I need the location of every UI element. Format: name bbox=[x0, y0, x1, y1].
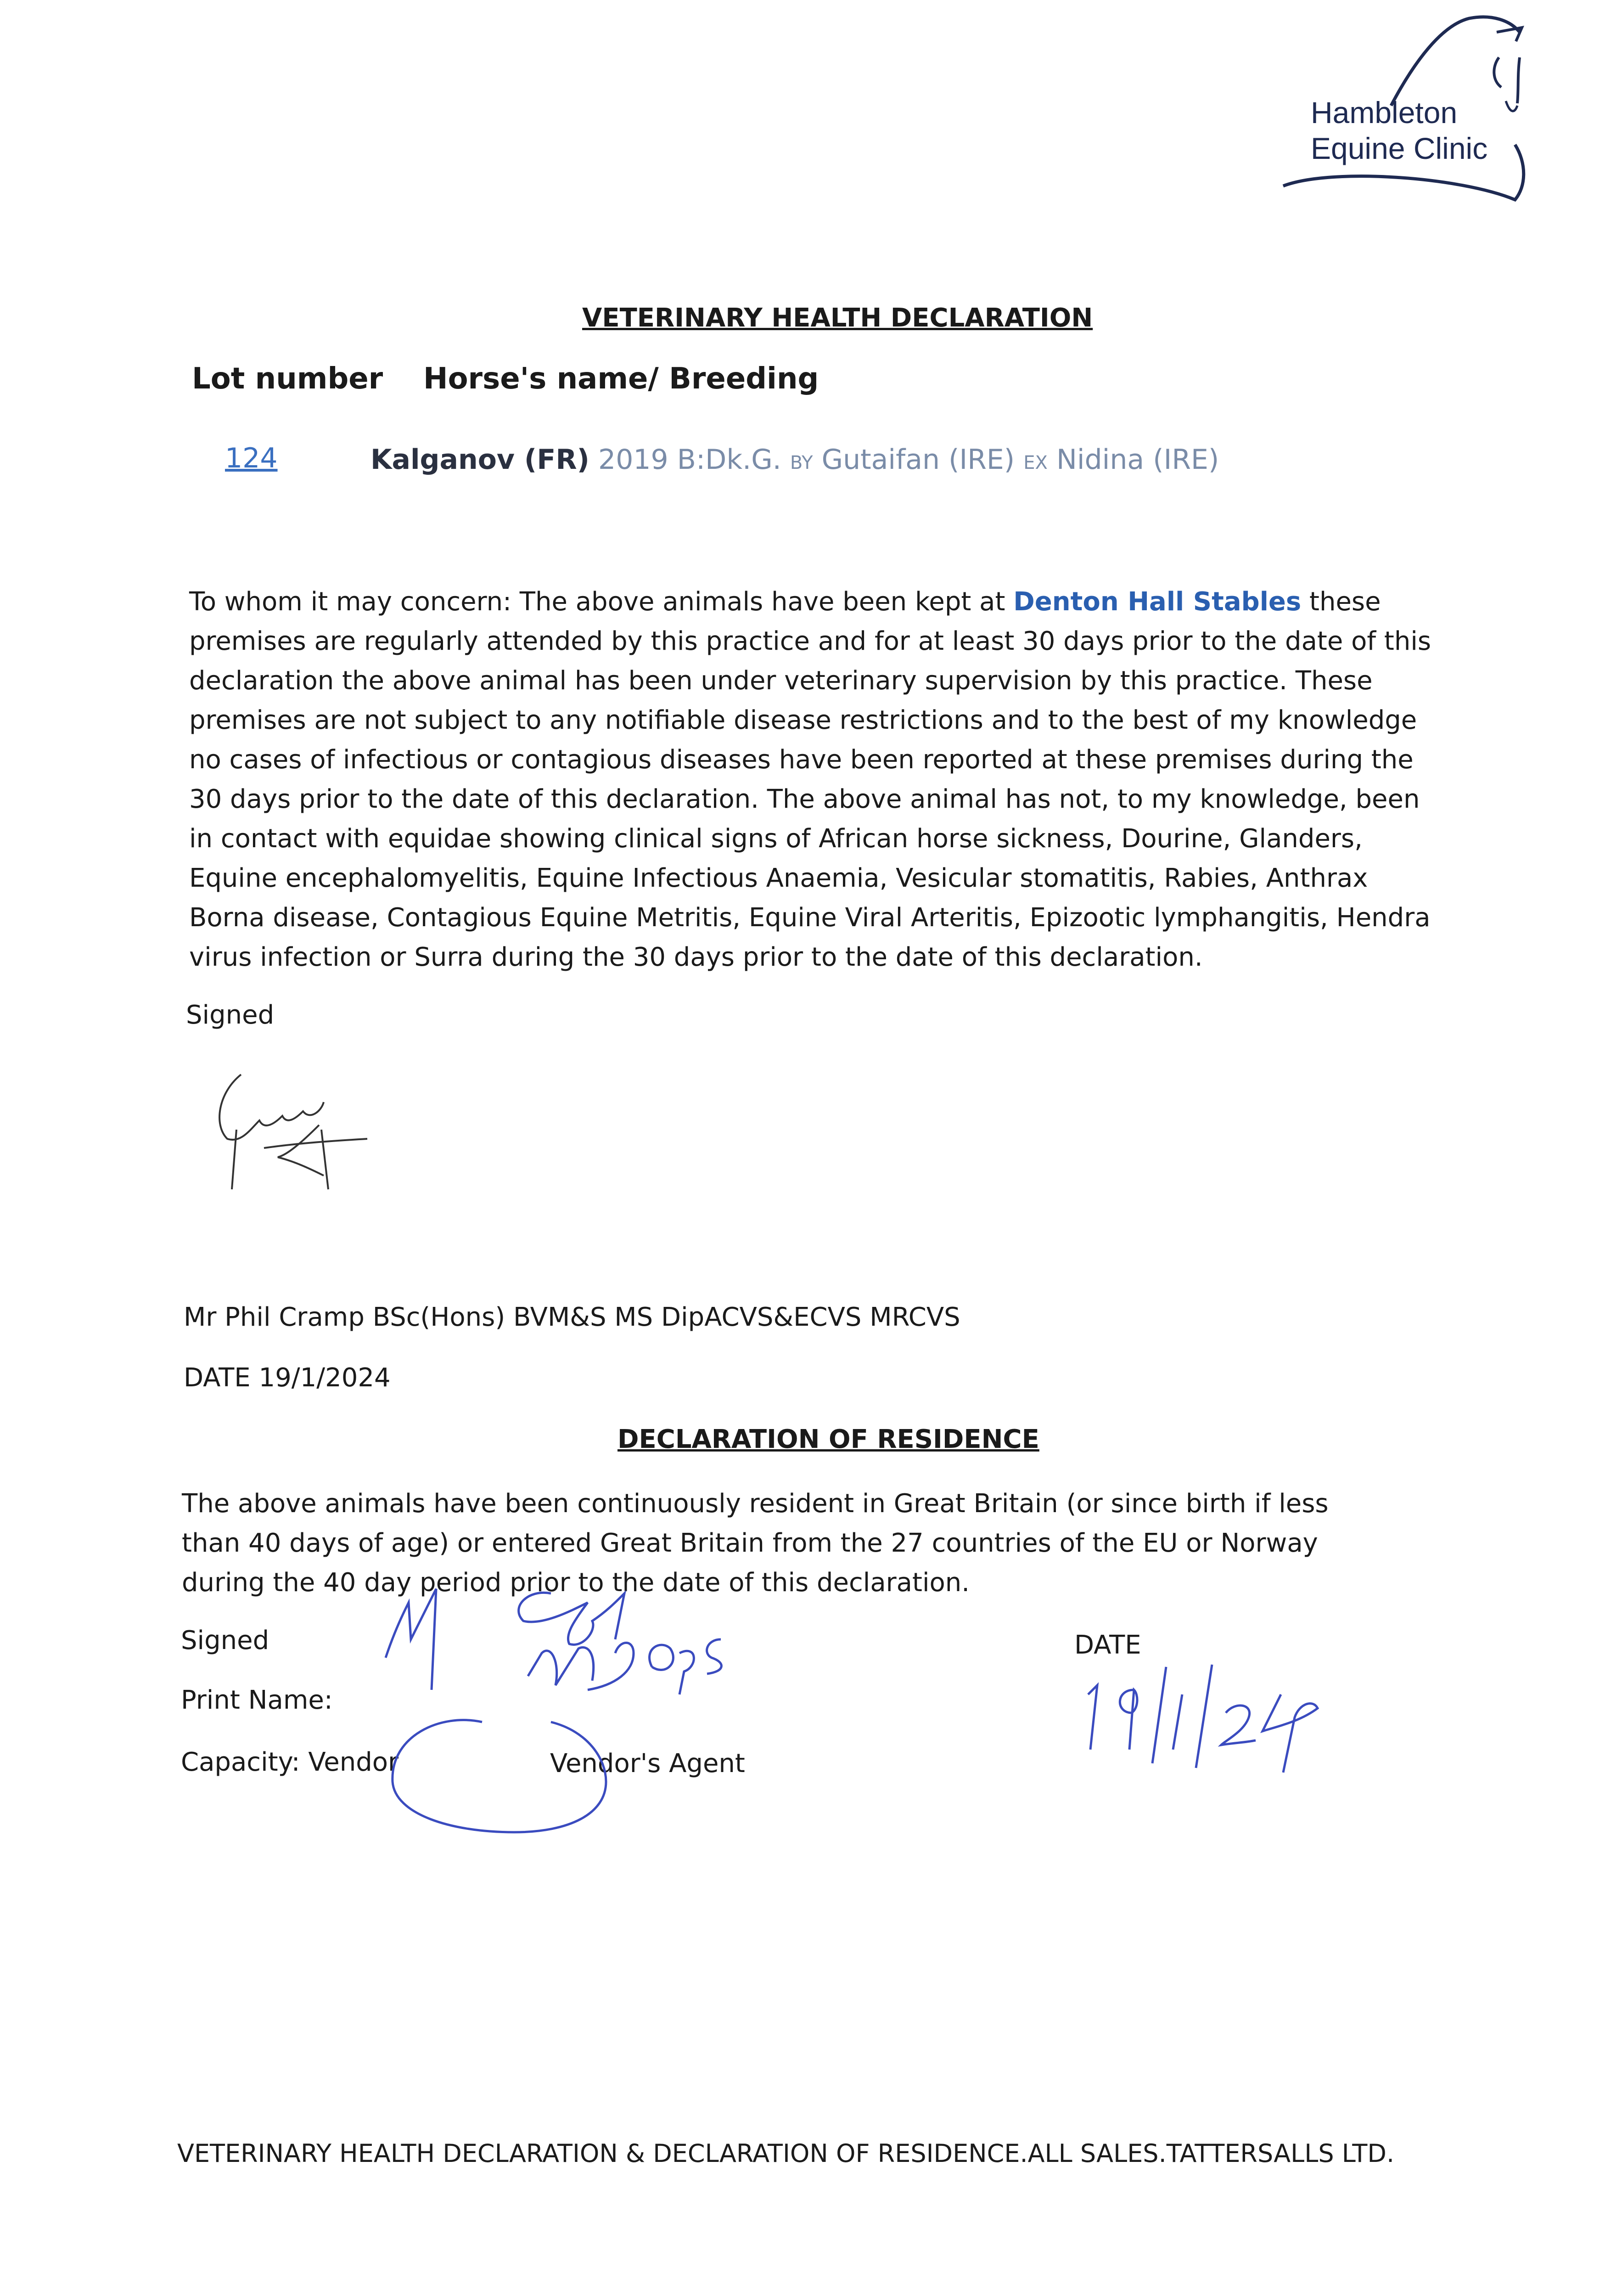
sire-name: Gutaifan (IRE) bbox=[821, 444, 1015, 476]
horse-name: Kalganov (FR) bbox=[370, 444, 589, 476]
body-rest: these premises are regularly attended by this practice and for at least 30 days prior to the date of this declaration the above animal has been under veterinary supervision by this practice. These premises are not subject to any notifiable disease restrictions and to the best of my knowledge no cases of infectious or contagious diseases have been reported at these premises during the 30 days prior to the date of this declaration. The above animal has not, to my knowledge, been in contact with equidae showing clinical signs of African horse sickness, Dourine, Glanders, Equine encephalomyelitis, Equine Infectious Anaemia, Vesicular stomatitis, Rabies, Anthrax Borna disease, Contagious Equine Metritis, Equine Viral Arteritis, Epizootic lymphangitis, Hendra virus infection or Surra during the 30 days prior to the date of this declaration. bbox=[189, 587, 1431, 972]
dam-name: Nidina (IRE) bbox=[1056, 444, 1219, 476]
lot-number-heading: Lot number bbox=[192, 362, 383, 396]
vendor-signed-label: Signed bbox=[181, 1626, 269, 1655]
footer-text: VETERINARY HEALTH DECLARATION & DECLARATION OF RESIDENCE.ALL SALES.TATTERSALLS LTD. bbox=[177, 2139, 1395, 2168]
lot-number-link[interactable]: 124 bbox=[225, 442, 278, 474]
vet-signature bbox=[209, 1065, 383, 1203]
horse-name-heading: Horse's name/ Breeding bbox=[423, 362, 819, 396]
horse-details: 2019 B:Dk.G. bbox=[598, 444, 781, 476]
vendor-signature bbox=[376, 1575, 881, 1869]
premises-name: Denton Hall Stables bbox=[1013, 587, 1302, 617]
vet-name: Mr Phil Cramp BSc(Hons) BVM&S MS DipACVS&ECVS MRCVS bbox=[184, 1302, 960, 1332]
print-name-label: Print Name: bbox=[181, 1685, 333, 1715]
residence-declaration-body: The above animals have been continuously resident in Great Britain (or since birth if less than 40 days of age) or entered Great Britain from the 27 countries of the EU or Norway during the 40 day period prior to the date of this declaration. bbox=[182, 1489, 1329, 1598]
by-label: BY bbox=[790, 452, 813, 473]
vet-signed-label: Signed bbox=[186, 1000, 275, 1030]
logo-line-2: Equine Clinic bbox=[1311, 131, 1488, 165]
capacity-label: Capacity: Vendor bbox=[181, 1747, 399, 1777]
vet-date: DATE 19/1/2024 bbox=[184, 1363, 391, 1393]
health-declaration-title: VETERINARY HEALTH DECLARATION bbox=[582, 303, 1093, 333]
capacity-value: Vendor's Agent bbox=[550, 1749, 745, 1778]
logo-line-1: Hambleton bbox=[1311, 96, 1458, 129]
clinic-logo bbox=[1276, 7, 1552, 204]
residence-declaration-title: DECLARATION OF RESIDENCE bbox=[617, 1424, 1039, 1454]
body-intro: To whom it may concern: The above animals have been kept at bbox=[189, 587, 1005, 617]
ex-label: EX bbox=[1023, 452, 1048, 473]
vendor-date-label: DATE bbox=[1074, 1630, 1141, 1660]
horse-breeding bbox=[370, 444, 1219, 476]
health-declaration-body bbox=[189, 582, 1447, 977]
handwritten-date bbox=[1079, 1658, 1336, 1777]
